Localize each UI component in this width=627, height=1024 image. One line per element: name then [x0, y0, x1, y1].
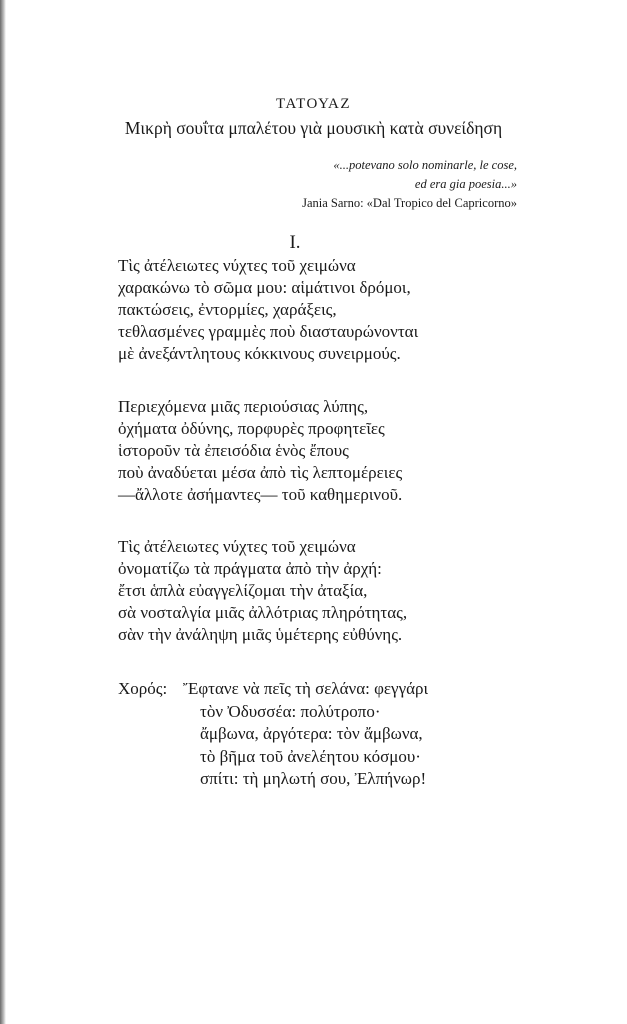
verse-line: Τὶς ἀτέλειωτες νύχτες τοῦ χειμώνα [118, 537, 356, 556]
verse-line: ἱστοροῦν τὰ ἐπεισόδια ἑνὸς ἔπους [118, 441, 349, 460]
stanza-1 [118, 255, 418, 365]
verse-line: χαρακώνω τὸ σῶμα μου: αἱμάτινοι δρόμοι, [118, 278, 411, 297]
stanza-3 [118, 536, 407, 646]
poem-subtitle: Μικρὴ σουΐτα μπαλέτου γιὰ μουσικὴ κατὰ συνείδηση [124, 118, 503, 138]
poem-title: ΤΑΤΟΥΑΖ [276, 96, 351, 112]
epigraph [302, 156, 517, 213]
verse-line: ἔτσι ἁπλὰ εὐαγγελίζομαι τὴν ἀταξία, [118, 581, 368, 600]
chorus-line: ἄμβωνα, ἀργότερα: τὸν ἄμβωνα, [200, 724, 423, 743]
verse-line: —ἄλλοτε ἀσήμαντες— τοῦ καθημερινοῦ. [118, 485, 403, 504]
epigraph-line-2: ed era gia poesia...» [414, 177, 517, 191]
chorus-line: Ἔφτανε νὰ πεῖς τὴ σελάνα: φεγγάρι [183, 679, 429, 698]
verse-line: ὀνοματίζω τὰ πράγματα ἀπὸ τὴν ἀρχή: [118, 559, 382, 578]
verse-line: ποὺ ἀναδύεται μέσα ἀπὸ τὶς λεπτομέρειες [118, 463, 403, 482]
verse-line: Τὶς ἀτέλειωτες νύχτες τοῦ χειμώνα [118, 256, 356, 275]
chorus-label: Χορός: [118, 679, 168, 698]
verse-line: πακτώσεις, ἐντορμίες, χαράξεις, [118, 300, 337, 319]
chorus-line: σπίτι: τὴ μηλωτή σου, Ἐλπήνωρ! [200, 769, 427, 788]
verse-line: σὰ νοσταλγία μιᾶς ἀλλότριας πληρότητας, [118, 603, 408, 622]
stanza-2 [118, 396, 402, 506]
epigraph-attribution: Jania Sarno: «Dal Tropico del Capricorno» [302, 196, 517, 210]
chorus-line: τὸν Ὀδυσσέα: πολύτροπο· [200, 701, 381, 721]
section-number: I. [289, 232, 301, 253]
chorus-line: τὸ βῆμα τοῦ ἀνελέητου κόσμου· [200, 746, 421, 766]
verse-line: τεθλασμένες γραμμὲς ποὺ διασταυρώνονται [118, 322, 419, 341]
page-binding-edge [0, 0, 6, 1024]
chorus-lines [183, 678, 428, 791]
verse-line: Περιεχόμενα μιᾶς περιούσιας λύπης, [118, 397, 369, 416]
verse-line: σὰν τὴν ἀνάληψη μιᾶς ὑμέτερης εὐθύνης. [118, 625, 403, 644]
epigraph-line-1: «...potevano solo nominarle, le cose, [333, 158, 517, 172]
verse-line: μὲ ἀνεξάντλητους κόκκινους συνειρμούς. [118, 344, 401, 363]
verse-line: ὀχήματα ὀδύνης, πορφυρὲς προφητεῖες [118, 419, 385, 438]
